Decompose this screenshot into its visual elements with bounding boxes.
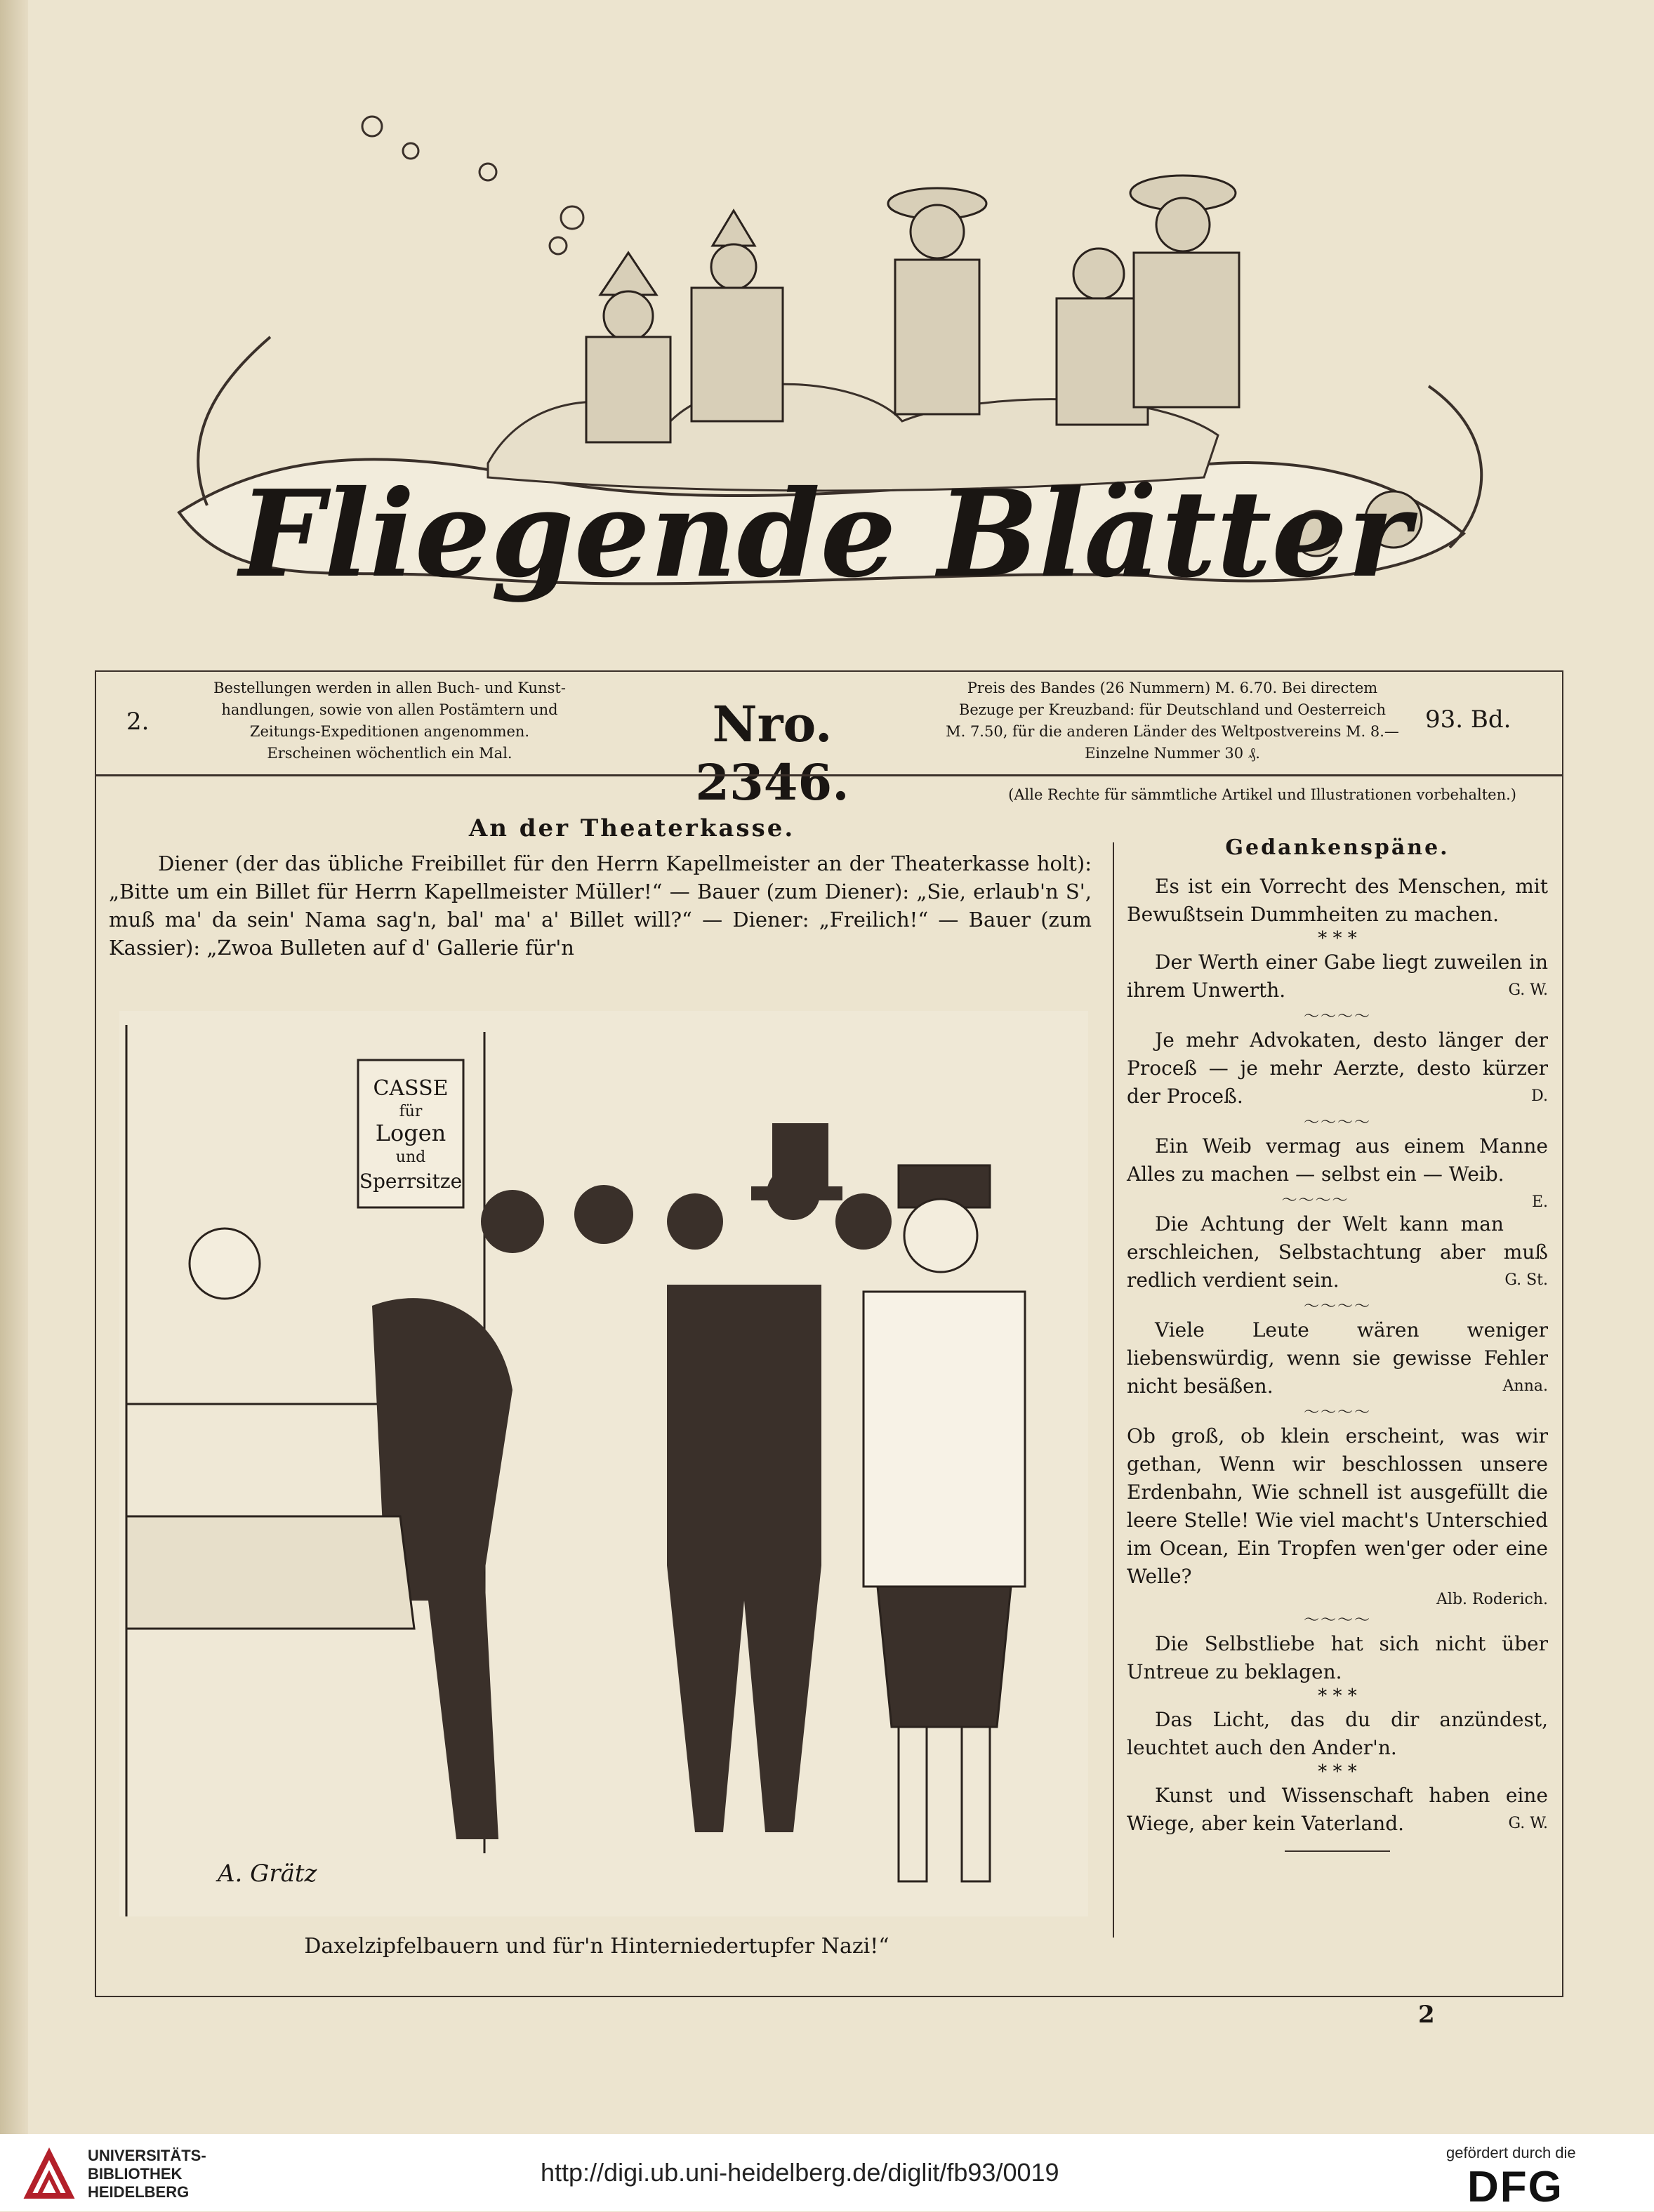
page-gutter [0,0,28,2134]
masthead [95,84,1562,660]
separator-wave: 〜〜〜〜 [1281,1192,1349,1210]
aphorism-author: D. [1531,1087,1548,1105]
subscription-line: Erscheinen wöchentlich ein Mal. [267,745,512,762]
separator-wave: 〜〜〜〜 [1303,1114,1371,1132]
issue-bar-top-rule [95,670,1562,672]
masthead-title: Fliegende Blätter [239,464,1411,604]
article-title: An der Theaterkasse. [468,814,795,842]
issue-number: Nro. 2346. [695,695,849,812]
aphorism-author: G. St. [1504,1271,1548,1289]
aphorism [1127,1210,1548,1294]
permalink-url[interactable]: http://digi.ub.uni-heidelberg.de/diglit/fb93/0019 [541,2158,1059,2187]
column-divider [1113,842,1114,1938]
aphorism-text: Kunst und Wissenschaft haben eine Wiege, aber kein Vaterland. [1127,1784,1548,1835]
aphorism-text: Es ist ein Vorrecht des Menschen, mit Bewußtsein Dummheiten zu machen. [1127,875,1548,926]
library-name-line: BIBLIOTHEK [88,2165,183,2183]
page-number: 2 [1418,2001,1435,2029]
separator-stars: * * * [1318,1686,1357,1707]
aphorism-poem [1127,1422,1548,1591]
aphorism-author: Alb. Roderich. [1436,1591,1548,1608]
frame-right-rule [1562,670,1563,1997]
library-logo-icon [21,2147,77,2203]
volume-label: 93. Bd. [1425,706,1511,734]
aphorism-text: Die Selbstliebe hat sich nicht über Untreue zu beklagen. [1127,1632,1548,1683]
aphorism-text: Ein Weib vermag aus einem Manne Alles zu machen — selbst ein — Weib. [1127,1134,1548,1186]
library-name [88,2147,206,2201]
aphorism [1127,1132,1548,1211]
library-name-line: HEIDELBERG [88,2183,190,2201]
price-line: Einzelne Nummer 30 ₰. [1085,745,1260,762]
aphorism-author: G. W. [1508,1815,1548,1832]
aphorism-text: Viele Leute wären weniger liebenswürdig, wenn sie gewisse Fehler nicht besäßen. [1127,1318,1548,1398]
rights-notice: (Alle Rechte für sämmtliche Artikel und Illustrationen vorbehalten.) [1008,786,1516,803]
subscription-line: handlungen, sowie von allen Postämtern und [221,701,558,718]
funded-by-label: gefördert durch die [1446,2144,1576,2161]
subscription-info [161,677,618,764]
sign-line: und [395,1148,426,1166]
aphorism [1127,1782,1548,1838]
separator-wave: 〜〜〜〜 [1303,1008,1371,1026]
digital-library-footer [0,2134,1654,2211]
sign-line: Logen [375,1120,446,1146]
aphorism-author: Anna. [1502,1377,1548,1395]
aphorism-text: Der Werth einer Gabe liegt zuweilen in ihrem Unwerth. [1127,951,1548,1002]
aphorism [1127,1316,1548,1400]
aphorism-author: G. W. [1508,981,1548,999]
dfg-logo: DFG [1467,2163,1563,2211]
sign-line: Sperrsitze [359,1170,463,1193]
sign-line: CASSE [373,1076,449,1101]
masthead-illustration [95,84,1562,660]
frame-bottom-rule [95,1996,1562,1997]
illustration-caption: Daxelzipfelbauern und für'n Hinterniedertupfer Nazi!“ [304,1934,889,1959]
separator-wave: 〜〜〜〜 [1303,1612,1371,1629]
theater-ticket-scene [119,1011,1088,1916]
sidebar-aphorisms [1127,835,1548,1852]
issue-bar-bottom-rule [95,774,1562,776]
aphorism [1127,948,1548,1005]
artist-signature: A. Grätz [218,1860,317,1888]
subscription-line: Bestellungen werden in allen Buch- und Kunst- [213,680,566,696]
separator-wave: 〜〜〜〜 [1303,1404,1371,1422]
aphorism [1127,1630,1548,1686]
aphorism-text: Je mehr Advokaten, desto länger der Proceß — je mehr Aerzte, desto kürzer der Proceß. [1127,1028,1548,1108]
sidebar-title: Gedankenspäne. [1225,835,1450,860]
sign-line: für [399,1103,423,1120]
price-line: M. 7.50, für die anderen Länder des Weltpostvereins M. 8.— [946,723,1399,740]
issue-left-number: 2. [126,708,150,736]
library-name-line: UNIVERSITÄTS- [88,2147,206,2164]
separator-stars: * * * [1318,1761,1357,1782]
sidebar-end-rule [1285,1850,1390,1852]
price-line: Preis des Bandes (26 Nummern) M. 6.70. Bei directem [967,680,1378,696]
aphorism-text: Ob groß, ob klein erscheint, was wir gethan, Wenn wir beschlossen unsere Erdenbahn, Wie schnell ist ausgefüllt die leere Stelle! Wie viel macht's Unterschied im Ocean, Ein Tropfen wen'ger oder eine Welle? [1127,1424,1548,1588]
separator-wave: 〜〜〜〜 [1303,1298,1371,1316]
frame-left-rule [95,670,96,1997]
subscription-line: Zeitungs-Expeditionen angenommen. [249,723,530,740]
price-line: Bezuge per Kreuzband: für Deutschland und Oesterreich [958,701,1387,718]
aphorism-author: E. [1531,1193,1548,1211]
aphorism [1127,873,1548,929]
separator-stars: * * * [1318,928,1357,949]
article-illustration [119,1011,1088,1916]
article-body: Diener (der das übliche Freibillet für den Herrn Kapellmeister an der Theaterkasse holt): „Bitte um ein Billet für Herrn Kapellmeister Müller!“ — Bauer (zum Diener): „Sie, erlaub'n S', muß ma' da sein' Nama sag'n, bal' ma' a' Billet will?“ — Diener: „Freilich!“ — Bauer (zum Kassier): „Zwoa Bulleten auf d' Gallerie für'n [109,852,1092,960]
price-info [927,677,1418,764]
aphorism-text: Das Licht, das du dir anzündest, leuchtet auch den Ander'n. [1127,1708,1548,1759]
aphorism [1127,1026,1548,1111]
aphorism [1127,1706,1548,1762]
aphorism-text: Die Achtung der Welt kann man erschleichen, Selbstachtung aber muß redlich verdient sein. [1127,1212,1548,1292]
